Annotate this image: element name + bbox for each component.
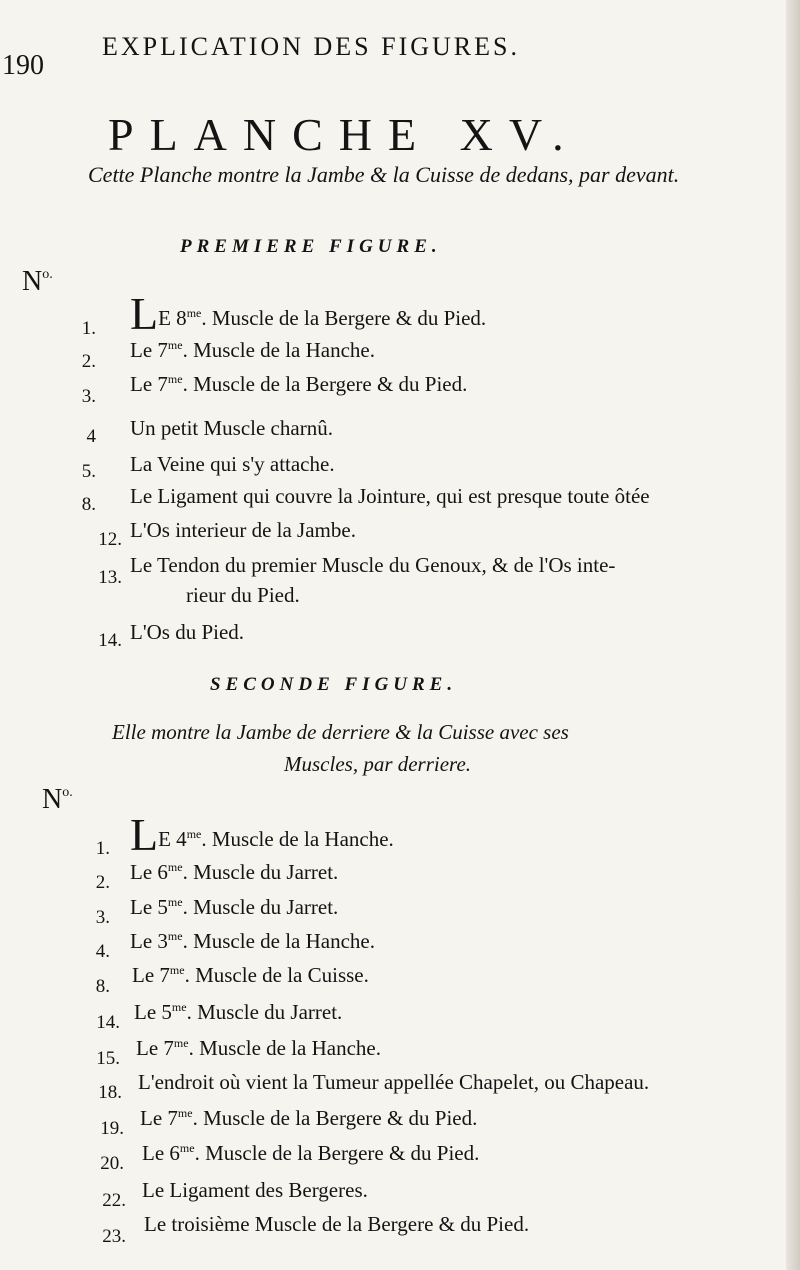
list-item-text: Le $6^{me}$. Muscle de la Bergere & du Pied. — [142, 1141, 480, 1165]
list-item-text: L'Os interieur de la Jambe. — [130, 518, 356, 542]
list-item-text: Le troisième Muscle de la Bergere & du Pied. — [144, 1212, 530, 1236]
list-item-number: 8. — [81, 494, 96, 515]
list-item-number: 1. — [95, 838, 110, 859]
list-item-number: 8. — [95, 976, 110, 997]
list-item-number: 2. — [95, 872, 110, 893]
figure2-description: Elle montre la Jambe de derriere & la Cuisse avec ses — [112, 720, 569, 744]
list-item-number: 15. — [96, 1048, 120, 1069]
list-item-text: LE $4^{me}$. Muscle de la Hanche. — [130, 809, 394, 860]
list-item-text: Le $3^{me}$. Muscle de la Hanche. — [130, 929, 376, 953]
page-number: 190 — [2, 50, 44, 81]
list-item-text: Le $7^{me}$. Muscle de la Bergere & du Pied. — [140, 1106, 478, 1130]
list-item-text: Le Ligament qui couvre la Jointure, qui est presque toute ôtée — [130, 484, 650, 508]
running-title: EXPLICATION DES FIGURES. — [102, 32, 520, 61]
list-item-number: 1. — [81, 318, 96, 339]
list-item-number: 13. — [98, 567, 122, 588]
list-item-text: Le Ligament des Bergeres. — [142, 1178, 368, 1202]
list-item-number: 14. — [98, 630, 122, 651]
figure1-number-label: $N^{o.}$ — [22, 266, 53, 297]
list-item-number: 4 — [86, 426, 96, 447]
list-item-number: 14. — [96, 1012, 120, 1033]
list-item-number: 3. — [81, 386, 96, 407]
list-item-number: 5. — [81, 461, 96, 482]
list-item-text: Le $7^{me}$. Muscle de la Bergere & du Pied. — [130, 372, 468, 396]
list-item-text: Le $6^{me}$. Muscle du Jarret. — [130, 860, 339, 884]
plate-title: PLANCHE XV. — [108, 109, 580, 160]
list-item-number: 20. — [100, 1153, 124, 1174]
list-item-text: La Veine qui s'y attache. — [130, 452, 335, 476]
list-item-text: Le Tendon du premier Muscle du Genoux, & de l'Os inte- — [130, 553, 616, 577]
list-item-text: L'endroit où vient la Tumeur appellée Chapelet, ou Chapeau. — [138, 1070, 650, 1094]
list-item-text: Le $5^{me}$. Muscle du Jarret. — [134, 1000, 343, 1024]
list-item-number: 19. — [100, 1118, 124, 1139]
list-item-number: 18. — [98, 1082, 122, 1103]
list-item-text: Le $7^{me}$. Muscle de la Cuisse. — [132, 963, 369, 987]
list-item-number: 23. — [102, 1226, 126, 1247]
list-item-text: Un petit Muscle charnû. — [130, 416, 333, 440]
list-item-number: 2. — [81, 351, 96, 372]
page-edge — [786, 0, 800, 1270]
list-item-text: LE $8^{me}$. Muscle de la Bergere & du Pied. — [130, 288, 487, 339]
list-item-number: 4. — [95, 941, 110, 962]
list-item-text: Le $7^{me}$. Muscle de la Hanche. — [136, 1036, 382, 1060]
figure2-number-label: $N^{o.}$ — [42, 784, 73, 815]
figure2-description-continued: Muscles, par derriere. — [284, 752, 472, 776]
list-item-text-continued: rieur du Pied. — [186, 583, 300, 607]
plate-subtitle: Cette Planche montre la Jambe & la Cuisse de dedans, par devant. — [88, 162, 680, 187]
figure2-heading: SECONDE FIGURE. — [210, 674, 458, 695]
list-item-number: 22. — [102, 1190, 126, 1211]
list-item-text: Le $5^{me}$. Muscle du Jarret. — [130, 895, 339, 919]
list-item-text: Le $7^{me}$. Muscle de la Hanche. — [130, 338, 376, 362]
list-item-text: L'Os du Pied. — [130, 620, 245, 644]
list-item-number: 3. — [95, 907, 110, 928]
list-item-number: 12. — [98, 529, 122, 550]
figure1-heading: PREMIERE FIGURE. — [180, 236, 442, 257]
